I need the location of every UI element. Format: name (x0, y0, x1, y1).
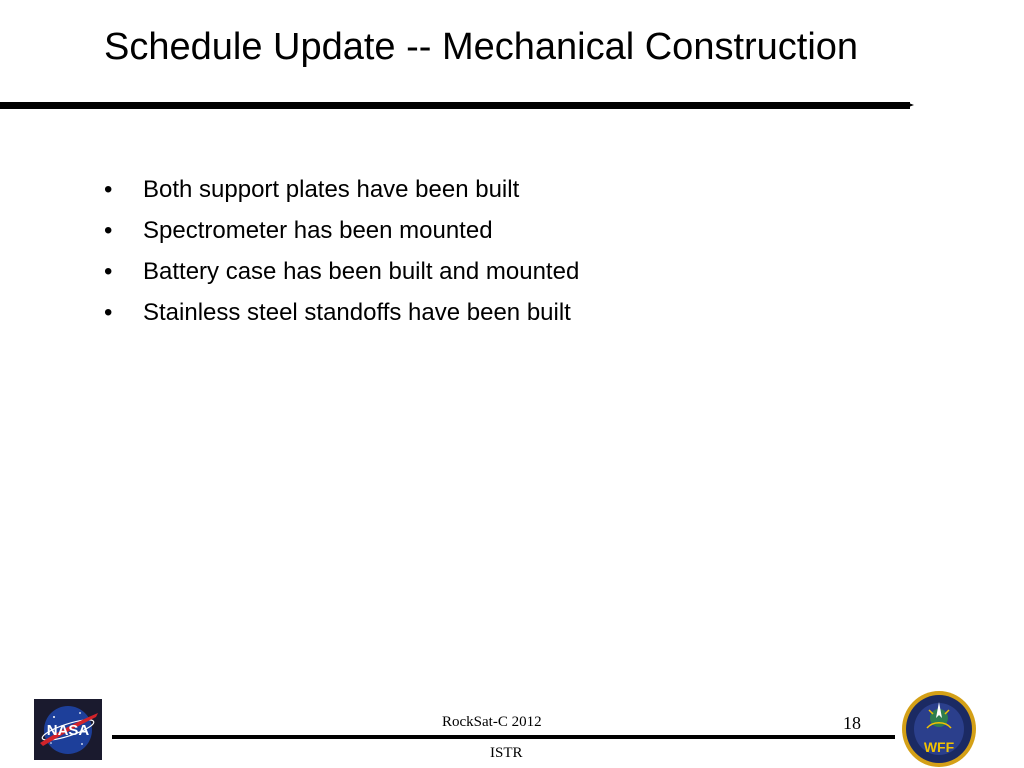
bullet-icon: • (104, 258, 113, 285)
nasa-logo-icon (34, 699, 102, 760)
bullet-text: Spectrometer has been mounted (143, 217, 493, 244)
wff-patch-icon (900, 688, 978, 768)
bullet-icon: • (104, 217, 113, 244)
title-divider-tip (906, 102, 914, 108)
wff-wordmark: WFF (923, 739, 955, 755)
nasa-wordmark: NASA (46, 722, 90, 739)
footer-divider (112, 735, 895, 739)
bullet-icon: • (104, 176, 113, 203)
slide-title: Schedule Update -- Mechanical Construction (104, 26, 859, 68)
footer-organization: ISTR (490, 745, 523, 761)
bullet-icon: • (104, 299, 113, 326)
bullet-text: Both support plates have been built (143, 176, 520, 203)
title-divider (0, 102, 910, 109)
bullet-text: Battery case has been built and mounted (143, 258, 580, 285)
bullet-text: Stainless steel standoffs have been built (143, 299, 571, 326)
page-number: 18 (843, 713, 861, 733)
footer-event: RockSat-C 2012 (442, 714, 542, 730)
